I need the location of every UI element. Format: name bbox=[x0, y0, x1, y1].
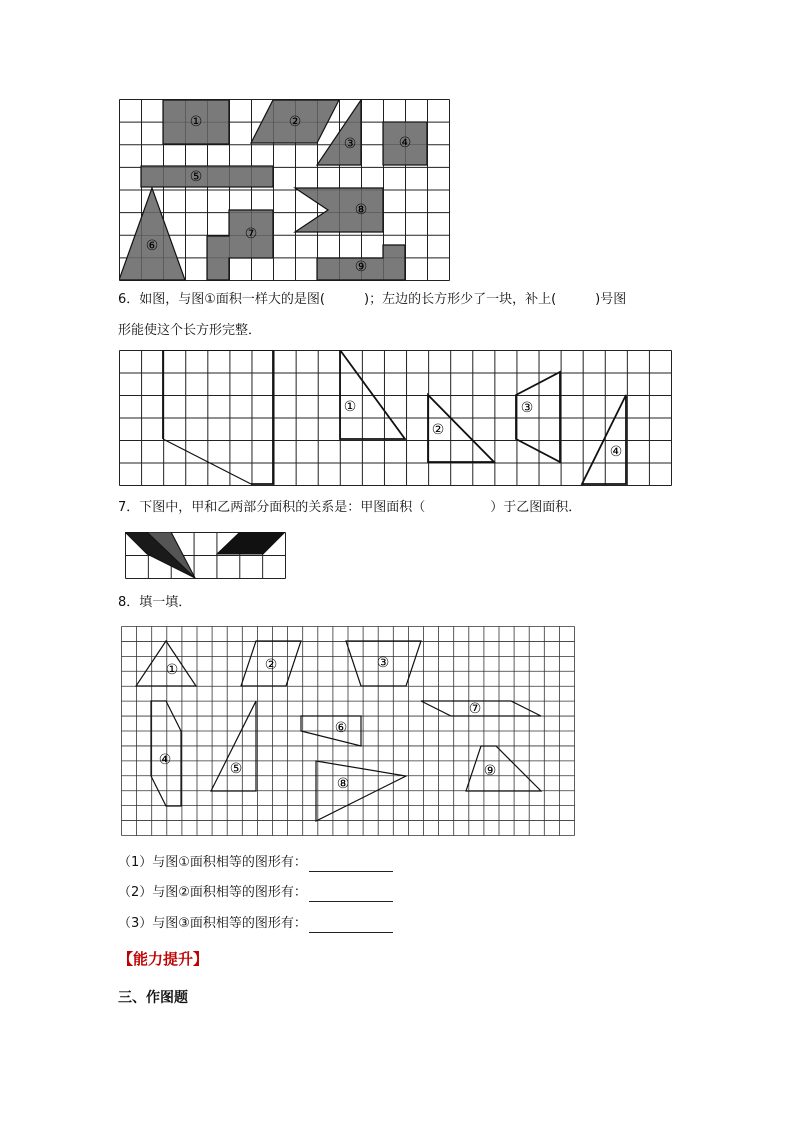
q8-item-2-text: （2）与图②面积相等的图形有： bbox=[118, 885, 307, 900]
q8-label-6: ⑥ bbox=[334, 720, 348, 736]
shape-5 bbox=[141, 166, 273, 187]
top-grid-figure bbox=[119, 99, 451, 282]
q8-item-1-text: （1）与图①面积相等的图形有： bbox=[118, 855, 307, 870]
ability-heading: 【能力提升】 bbox=[118, 950, 209, 968]
q6-grid-lines bbox=[120, 351, 672, 486]
q8-label-4: ④ bbox=[158, 752, 172, 768]
top-label-2: ② bbox=[288, 114, 302, 130]
q8-label-1: ① bbox=[165, 662, 179, 678]
q6-label-1: ① bbox=[343, 399, 357, 415]
q8-title: 8．填一填． bbox=[118, 595, 192, 610]
q7-text: 7．下图中，甲和乙两部分面积的关系是：甲图面积（ ）于乙图面积． bbox=[118, 500, 582, 515]
q6-line1: 6．如图，与图①面积一样大的是图( )；左边的长方形少了一块，补上( )号图 bbox=[118, 292, 627, 307]
top-label-5: ⑤ bbox=[189, 169, 203, 185]
q6-grid-figure bbox=[119, 350, 674, 488]
q6-rectangle-outline bbox=[163, 350, 273, 484]
top-label-6: ⑥ bbox=[145, 238, 159, 254]
q8-answer-line-2[interactable] bbox=[309, 887, 393, 902]
q8-grid-lines bbox=[122, 627, 575, 836]
q8-item-3 bbox=[118, 915, 393, 933]
shape-7 bbox=[207, 210, 273, 280]
q6-label-3: ③ bbox=[520, 400, 534, 416]
top-label-1: ① bbox=[189, 114, 203, 130]
q6-label-2: ② bbox=[431, 422, 445, 438]
q8-label-7: ⑦ bbox=[468, 701, 482, 717]
q6-shape-3 bbox=[516, 372, 560, 462]
q8-shape-9 bbox=[466, 746, 541, 791]
q8-answer-line-3[interactable] bbox=[309, 918, 393, 933]
q8-label-2: ② bbox=[264, 657, 278, 673]
q8-item-2 bbox=[118, 884, 393, 902]
q6-shape-1 bbox=[340, 350, 405, 439]
q8-label-9: ⑨ bbox=[483, 763, 497, 779]
q7-grid-figure bbox=[125, 532, 287, 580]
q6-shape-4 bbox=[582, 395, 626, 484]
q8-label-5: ⑤ bbox=[229, 761, 243, 777]
q8-item-1 bbox=[118, 854, 393, 872]
q7-shape-yi bbox=[217, 532, 285, 554]
top-label-7: ⑦ bbox=[244, 226, 258, 242]
q8-label-8: ⑧ bbox=[336, 776, 350, 792]
q6-rectangle-missing-edge bbox=[163, 439, 251, 484]
top-label-8: ⑧ bbox=[354, 202, 368, 218]
q6-line2: 形能使这个长方形完整． bbox=[118, 323, 262, 338]
q8-grid-figure bbox=[121, 626, 577, 837]
top-label-9: ⑨ bbox=[354, 259, 368, 275]
top-label-3: ③ bbox=[343, 136, 357, 152]
q8-item-3-text: （3）与图③面积相等的图形有： bbox=[118, 916, 307, 931]
top-label-4: ④ bbox=[398, 135, 412, 151]
q8-label-3: ③ bbox=[376, 655, 390, 671]
shape-6 bbox=[119, 188, 185, 280]
q8-answer-line-1[interactable] bbox=[309, 857, 393, 872]
q6-label-4: ④ bbox=[609, 444, 623, 460]
part3-heading: 三、作图题 bbox=[118, 990, 188, 1006]
shape-8 bbox=[295, 188, 383, 232]
